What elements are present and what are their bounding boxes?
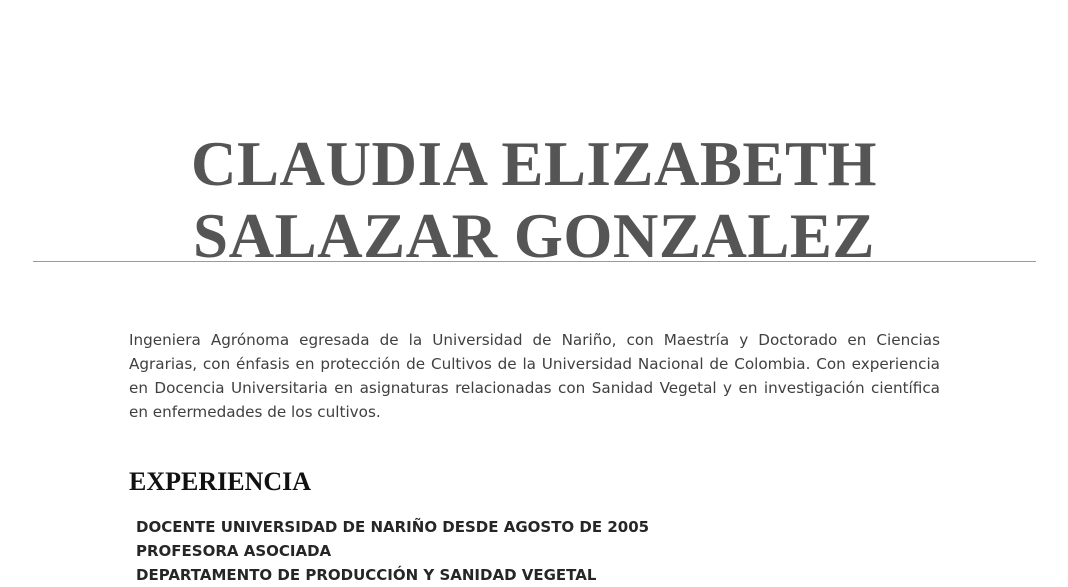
- name-line-1: CLAUDIA ELIZABETH: [191, 129, 877, 200]
- experience-heading: EXPERIENCIA: [129, 467, 312, 496]
- experience-item-department: DEPARTAMENTO DE PRODUCCIÓN Y SANIDAD VEGETAL: [136, 566, 597, 584]
- profile-summary: Ingeniera Agrónoma egresada de la Universidad de Nariño, con Maestría y Doctorado en Ciencias Agrarias, con énfasis en protección de Cultivos de la Universidad Nacional de Colombia. Con experiencia en Docencia Universitaria en asignaturas relacionadas con Sanidad Vegetal y en investigación científica en enfermedades de los cultivos.: [129, 331, 940, 421]
- experience-item-rank: PROFESORA ASOCIADA: [136, 542, 332, 560]
- name-line-2: SALAZAR GONZALEZ: [193, 201, 875, 272]
- page-title: [0, 128, 1068, 272]
- experience-list: [136, 515, 649, 587]
- experience-item-position: DOCENTE UNIVERSIDAD DE NARIÑO DESDE AGOSTO DE 2005: [136, 518, 650, 536]
- header-divider: [33, 261, 1036, 262]
